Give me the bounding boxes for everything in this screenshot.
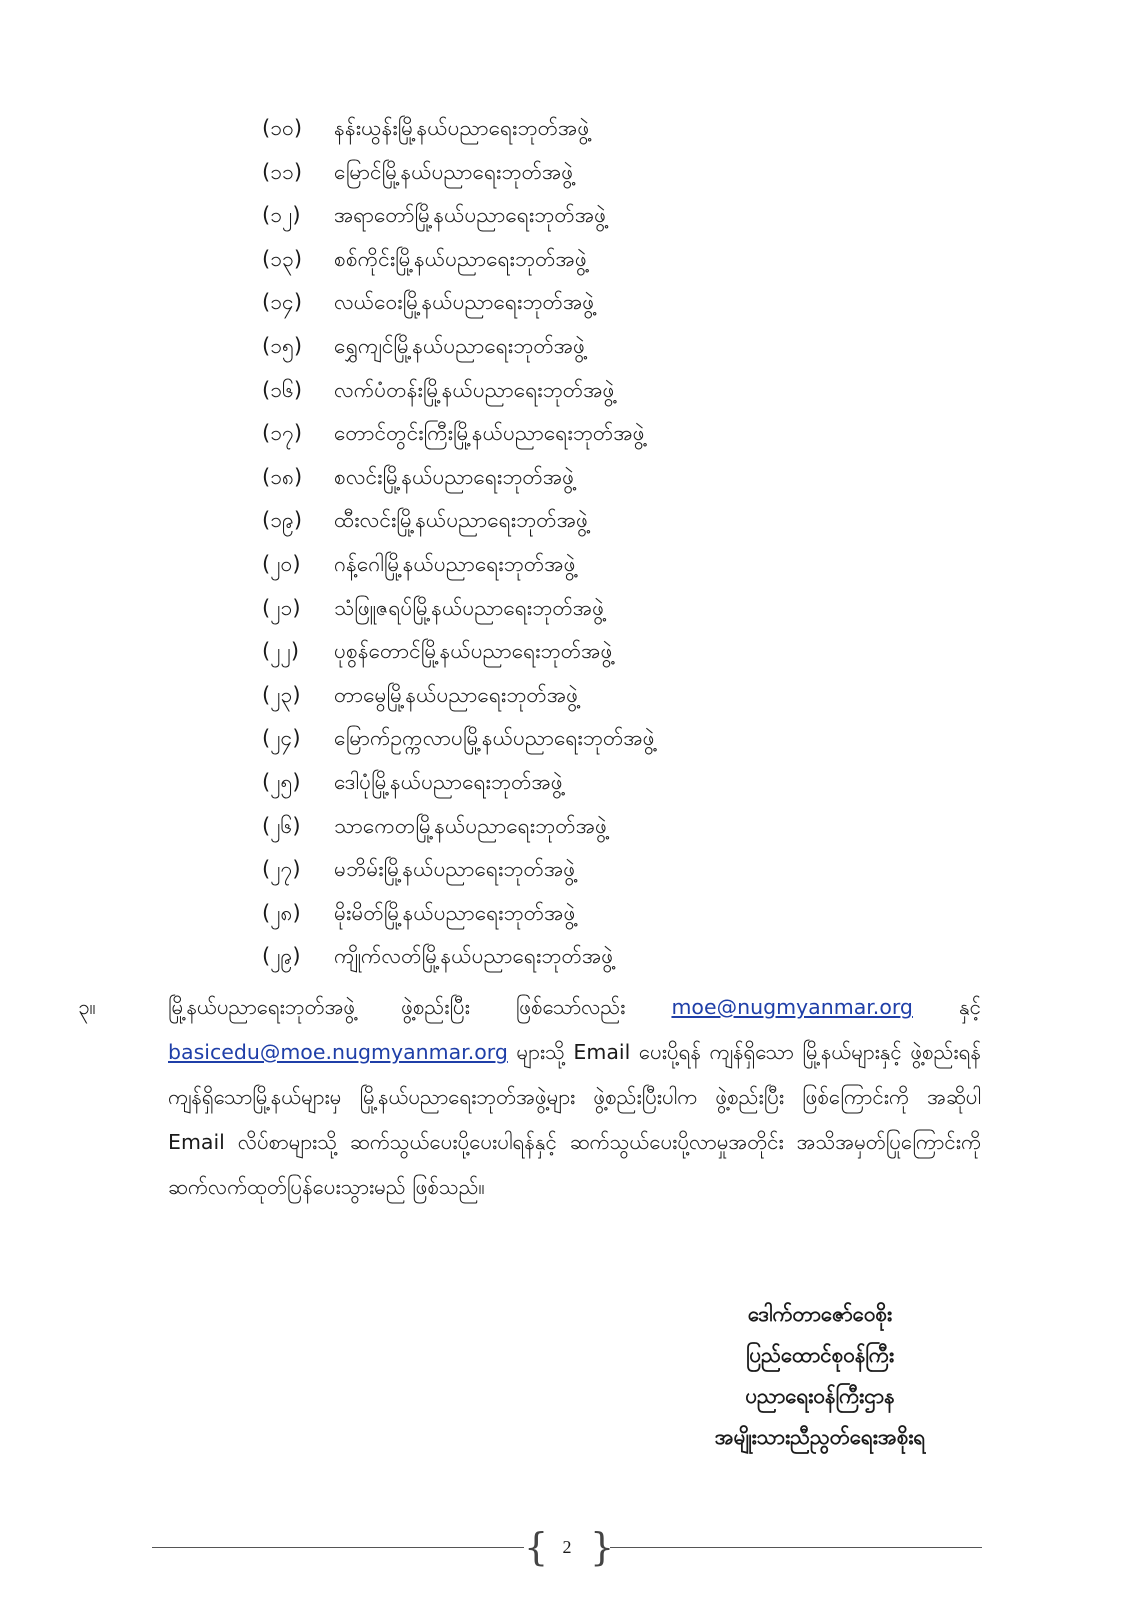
list-item-text: လက်ပံတန်းမြို့နယ်ပညာရေးဘုတ်အဖွဲ့: [334, 377, 615, 402]
list-item-text: ပုစွန်တောင်မြို့နယ်ပညာရေးဘုတ်အဖွဲ့: [334, 639, 613, 664]
list-item: [262, 724, 962, 768]
list-item-text: စလင်းမြို့နယ်ပညာရေးဘုတ်အဖွဲ့: [334, 464, 575, 489]
list-item-text: ထီးလင်းမြို့နယ်ပညာရေးဘုတ်အဖွဲ့: [334, 508, 588, 533]
list-item-number: (၂၈): [262, 900, 301, 925]
list-item-number: (၂၀): [262, 551, 301, 576]
list-item: [262, 855, 962, 899]
list-item-number: (၁၀): [262, 116, 303, 140]
list-item-number: (၁၉): [262, 508, 303, 533]
list-item-number: (၂၉): [262, 944, 301, 969]
list-item: [262, 245, 962, 289]
list-item-text: အရာတော်မြို့နယ်ပညာရေးဘုတ်အဖွဲ့: [334, 203, 607, 228]
footer-rule-left: [152, 1547, 524, 1548]
list-item-text: တောင်တွင်းကြီးမြို့နယ်ပညာရေးဘုတ်အဖွဲ့: [334, 421, 645, 446]
list-item-text: မြောင်မြို့နယ်ပညာရေးဘုတ်အဖွဲ့: [334, 159, 574, 184]
list-item: [262, 463, 962, 507]
list-item-number: (၁၄): [262, 290, 303, 315]
list-item-number: (၂၇): [262, 857, 301, 882]
list-item: [262, 506, 962, 550]
list-item-text: သာကေတမြို့နယ်ပညာရေးဘုတ်အဖွဲ့: [334, 813, 607, 838]
signature-block: [660, 1294, 980, 1458]
signatory-title: ပြည်ထောင်စုဝန်ကြီး: [745, 1343, 895, 1367]
list-item-number: (၂၆): [262, 813, 301, 838]
paragraph-text-3: များသို့ Email ပေးပို့ရန် ကျန်ရှိသော မြို့နယ်များနှင့် ဖွဲ့စည်းရန်ကျန်ရှိသောမြို့နယ်များမှ မြို့နယ်ပညာရေးဘုတ်အဖွဲ့များ ဖွဲ့စည်းပြီးပါက ဖွဲ့စည်းပြီး ဖြစ်ကြောင်းကို အဆိုပါ Email လိပ်စာများသို့ ဆက်သွယ်ပေးပို့ပေးပါရန်နှင့် ဆက်သွယ်ပေးပို့လာမှုအတိုင်း အသိအမှတ်ပြုကြောင်းကို ဆက်လက်ထုတ်ပြန်ပေးသွားမည် ဖြစ်သည်။: [168, 1040, 981, 1199]
list-item-number: (၁၁): [262, 159, 303, 184]
list-item-text: မိုးမိတ်မြို့နယ်ပညာရေးဘုတ်အဖွဲ့: [334, 900, 576, 925]
list-item-text: မဘိမ်းမြို့နယ်ပညာရေးဘုတ်အဖွဲ့: [334, 857, 576, 882]
town-board-list: [262, 114, 962, 986]
list-item-text: နန်းယွန်းမြို့နယ်ပညာရေးဘုတ်အဖွဲ့: [334, 116, 590, 140]
list-item: [262, 637, 962, 681]
list-item-number: (၁၂): [262, 203, 301, 228]
list-item: [262, 681, 962, 725]
footer-brace-open: {: [524, 1525, 549, 1569]
list-item-text: စစ်ကိုင်းမြို့နယ်ပညာရေးဘုတ်အဖွဲ့: [334, 246, 587, 271]
list-item-text: မြောက်ဥက္ကလာပမြို့နယ်ပညာရေးဘုတ်အဖွဲ့: [334, 726, 655, 751]
list-item: [262, 550, 962, 594]
paragraph-body: [78, 985, 981, 1210]
list-item: [262, 768, 962, 812]
list-item-number: (၂၃): [262, 682, 301, 707]
footer-brace-close: }: [590, 1525, 615, 1569]
list-item: [262, 376, 962, 420]
list-item: [262, 332, 962, 376]
list-item-text: ကျိုက်လတ်မြို့နယ်ပညာရေးဘုတ်အဖွဲ့: [334, 944, 614, 969]
page-footer: [152, 1527, 982, 1567]
list-item-number: (၁၆): [262, 377, 303, 402]
paragraph-number: ၃။: [78, 995, 96, 1019]
list-item: [262, 594, 962, 638]
signatory-name: ဒေါက်တာဇော်ဝေစိုး: [747, 1302, 893, 1326]
signatory-government: အမျိုးသားညီညွတ်ရေးအစိုးရ: [714, 1425, 926, 1449]
paragraph-3: [78, 985, 981, 1210]
list-item-number: (၂၁): [262, 595, 301, 620]
paragraph-text-1: မြို့နယ်ပညာရေးဘုတ်အဖွဲ့ ဖွဲ့စည်းပြီး ဖြစ်သော်လည်း: [168, 995, 672, 1019]
list-item: [262, 114, 962, 158]
list-item-number: (၂၄): [262, 726, 301, 751]
list-item: [262, 812, 962, 856]
list-item-number: (၁၅): [262, 333, 303, 358]
page-number: 2: [562, 1537, 572, 1557]
list-item: [262, 201, 962, 245]
list-item: [262, 419, 962, 463]
paragraph-text-2: နှင့်: [912, 995, 981, 1019]
list-item-number: (၂၂): [262, 639, 300, 664]
list-item: [262, 158, 962, 202]
email-link-basicedu[interactable]: basicedu@moe.nugmyanmar.org: [168, 1040, 508, 1064]
list-item-text: သံဖြူဇရပ်မြို့နယ်ပညာရေးဘုတ်အဖွဲ့: [334, 595, 605, 620]
signatory-ministry: ပညာရေးဝန်ကြီးဌာန: [745, 1384, 895, 1408]
list-item-number: (၁၃): [262, 246, 303, 271]
list-item-text: ဂန့်ဂေါမြို့နယ်ပညာရေးဘုတ်အဖွဲ့: [334, 551, 576, 576]
list-item-number: (၂၅): [262, 769, 301, 794]
list-item: [262, 288, 962, 332]
list-item-text: တာမွေမြို့နယ်ပညာရေးဘုတ်အဖွဲ့: [334, 682, 579, 707]
list-item-number: (၁၇): [262, 421, 303, 446]
list-item-text: ရွှေကျင်မြို့နယ်ပညာရေးဘုတ်အဖွဲ့: [334, 333, 586, 358]
list-item-text: လယ်ဝေးမြို့နယ်ပညာရေးဘုတ်အဖွဲ့: [334, 290, 595, 315]
list-item-number: (၁၈): [262, 464, 303, 489]
list-item: [262, 942, 962, 986]
list-item-text: ဒေါပုံမြို့နယ်ပညာရေးဘုတ်အဖွဲ့: [334, 769, 563, 794]
email-link-moe[interactable]: moe@nugmyanmar.org: [671, 995, 913, 1019]
list-item: [262, 899, 962, 943]
footer-rule-right: [610, 1547, 982, 1548]
